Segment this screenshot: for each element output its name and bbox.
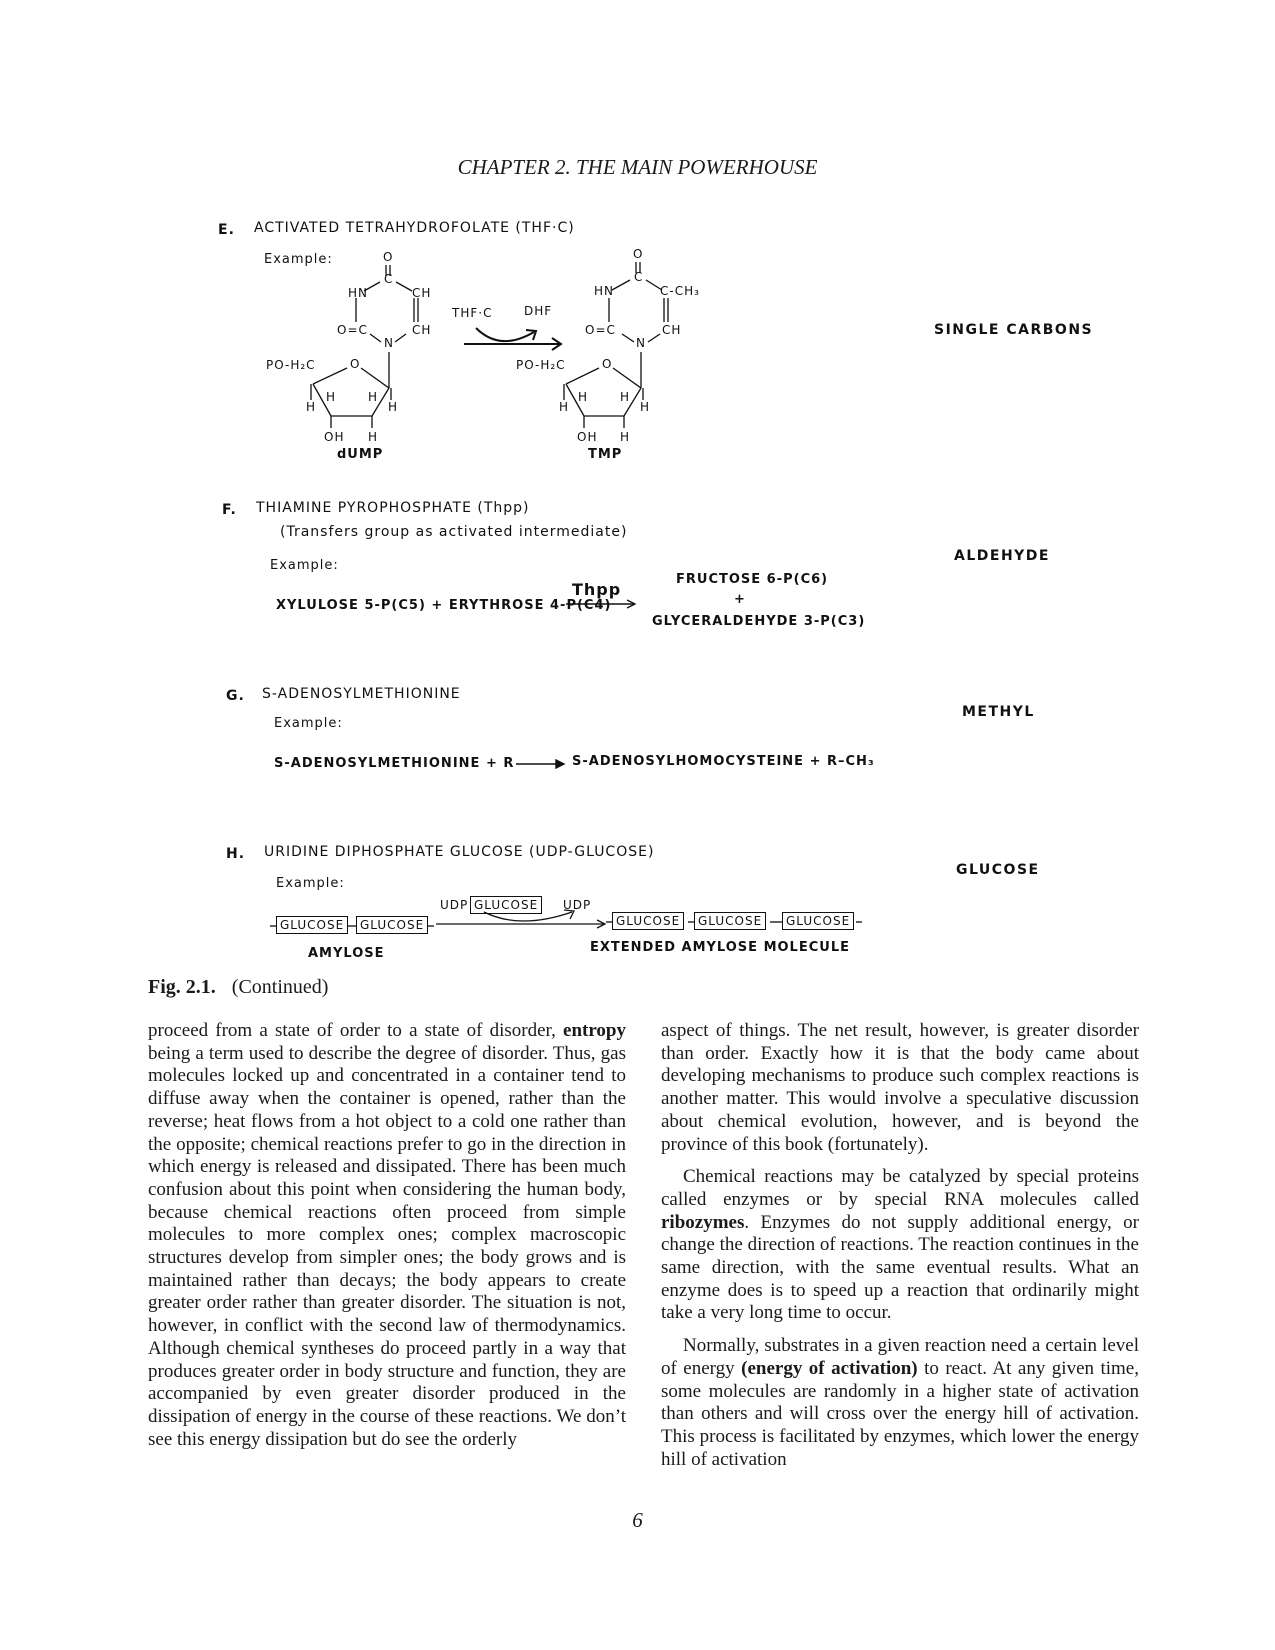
atom-label: H <box>326 390 337 404</box>
paragraph: Normally, substrates in a given reaction need a certain level of energy (energy of activation) to react. At any given time, some molecules are randomly in a higher state of activation than others and will cross over the energy hill of activation. This process is facilitated by enzymes, which lower the energy hill of activation <box>661 1335 1139 1470</box>
extended-glucose-unit: GLUCOSE <box>694 912 766 930</box>
paragraph: proceed from a state of order to a state of disorder, entropy being a term used to describe the degree of disorder. Thus, gas molecules locked up and concentrated in a container tend to diffuse away when the container is opened, rather than the reverse; heat flows from a hot object to a cold one rather than the opposite; chemical reactions prefer to go in the direction in which energy is released and dissipated. There has been much confusion about this point when considering the human body, because chemical reactions often proceed from simple molecules to more complex ones; complex macroscopic structures develop from simpler ones; the body grows and is maintained rather than decays; the body appears to create greater order rather than greater disorder. The situation is not, however, in conflict with the second law of thermodynamics. Although chemical syntheses do proceed partly in a way that produces greater order in body structure and function, they are accompanied by even greater disorder produced in the dissipation of energy in the course of these reactions. We don’t see this energy dissipation but do see the orderly <box>148 1020 626 1450</box>
example-label: Example: <box>264 252 333 267</box>
term-energy-of-activation: (energy of activation) <box>741 1357 918 1379</box>
right-column <box>661 1020 1139 1481</box>
atom-label: OH <box>324 430 345 444</box>
molecule-name: dUMP <box>337 447 384 462</box>
product-name: EXTENDED AMYLOSE MOLECULE <box>590 940 850 955</box>
udp-prefix: UDP <box>440 898 469 912</box>
extended-glucose-unit: GLUCOSE <box>612 912 684 930</box>
atom-label: CH <box>662 323 682 337</box>
paragraph: aspect of things. The net result, however, is greater disorder than order. Exactly how it is that the body came about developing mechanisms to produce such complex reactions is another matter. This would involve a speculative discussion about chemical evolution, however, and is beyond the province of this book (fortunately). <box>661 1020 1139 1155</box>
atom-label: H <box>368 390 379 404</box>
group-label: METHYL <box>962 704 1035 720</box>
plus-sign: + <box>734 592 746 607</box>
product-1: FRUCTOSE 6-P(C6) <box>676 572 829 587</box>
group-label: SINGLE CARBONS <box>934 322 1094 338</box>
extended-glucose-unit: GLUCOSE <box>782 912 854 930</box>
section-letter: G. <box>226 688 245 704</box>
molecule-name: TMP <box>588 447 623 462</box>
atom-label: H <box>306 400 317 414</box>
page-number: 6 <box>632 1508 643 1532</box>
section-title: URIDINE DIPHOSPHATE GLUCOSE (UDP-GLUCOSE) <box>264 844 655 860</box>
section-letter: E. <box>218 222 235 238</box>
atom-label: PO-H₂C <box>516 358 566 372</box>
atom-label: H <box>620 390 631 404</box>
atom-label: O=C <box>585 323 616 337</box>
example-label: Example: <box>274 716 343 731</box>
cofactor-in-label: THF·C <box>452 306 493 320</box>
atom-label: OH <box>577 430 598 444</box>
atom-label: O <box>383 250 394 264</box>
amylose-glucose-unit: GLUCOSE <box>356 916 428 934</box>
atom-label: O <box>602 357 613 371</box>
caption-text: (Continued) <box>231 976 329 998</box>
atom-label: H <box>640 400 651 414</box>
section-letter: H. <box>226 846 246 862</box>
running-header: CHAPTER 2. THE MAIN POWERHOUSE <box>457 155 818 179</box>
atom-label: C-CH₃ <box>660 284 700 298</box>
atom-label: N <box>384 336 394 350</box>
atom-label: H <box>578 390 589 404</box>
reactants: XYLULOSE 5-P(C5) + ERYTHROSE 4-P(C4) <box>276 598 612 613</box>
atom-label: H <box>388 400 399 414</box>
section-title: S-ADENOSYLMETHIONINE <box>262 686 461 702</box>
example-label: Example: <box>276 876 345 891</box>
atom-label: C <box>634 270 644 284</box>
atom-label: H <box>368 430 379 444</box>
equation-left: S-ADENOSYLMETHIONINE + R <box>274 756 515 771</box>
atom-label: HN <box>594 284 614 298</box>
atom-label: O <box>350 357 361 371</box>
amylose-glucose-unit: GLUCOSE <box>276 916 348 934</box>
reactant-name: AMYLOSE <box>308 946 385 961</box>
paragraph: Chemical reactions may be catalyzed by special proteins called enzymes or by special RNA molecules called ribozymes. Enzymes do not supply additional energy, or change the direction of reactions. The reaction continues in the same direction, with the same eventual results. What an enzyme does is to speed up a reaction that ordinarily might take a very long time to occur. <box>661 1166 1139 1324</box>
group-label: GLUCOSE <box>956 862 1040 878</box>
atom-label: HN <box>348 286 368 300</box>
atom-label: CH <box>412 286 432 300</box>
group-label: ALDEHYDE <box>954 548 1050 564</box>
udp-released: UDP <box>563 898 592 912</box>
atom-label: H <box>620 430 631 444</box>
donor-glucose-box: GLUCOSE <box>470 896 542 914</box>
product-2: GLYCERALDEHYDE 3-P(C3) <box>652 614 866 629</box>
atom-label: CH <box>412 323 432 337</box>
equation-right: S-ADENOSYLHOMOCYSTEINE + R–CH₃ <box>572 754 875 769</box>
atom-label: N <box>636 336 646 350</box>
arrow-label: Thpp <box>572 580 622 599</box>
term-entropy: entropy <box>563 1020 626 1041</box>
atom-label: PO-H₂C <box>266 358 316 372</box>
term-ribozymes: ribozymes <box>661 1211 745 1233</box>
left-column <box>148 1020 626 1461</box>
section-title: THIAMINE PYROPHOSPHATE (Thpp) <box>256 500 530 516</box>
cofactor-out-label: DHF <box>524 304 553 318</box>
section-subtitle: (Transfers group as activated intermediate) <box>280 524 628 540</box>
example-label: Example: <box>270 558 339 573</box>
section-title: ACTIVATED TETRAHYDROFOLATE (THF·C) <box>254 220 575 236</box>
atom-label: C <box>384 272 394 286</box>
section-letter: F. <box>222 502 237 518</box>
atom-label: O <box>633 247 644 261</box>
figure-caption <box>148 976 328 999</box>
atom-label: H <box>559 400 570 414</box>
atom-label: O=C <box>337 323 368 337</box>
caption-label: Fig. 2.1. <box>148 976 216 998</box>
